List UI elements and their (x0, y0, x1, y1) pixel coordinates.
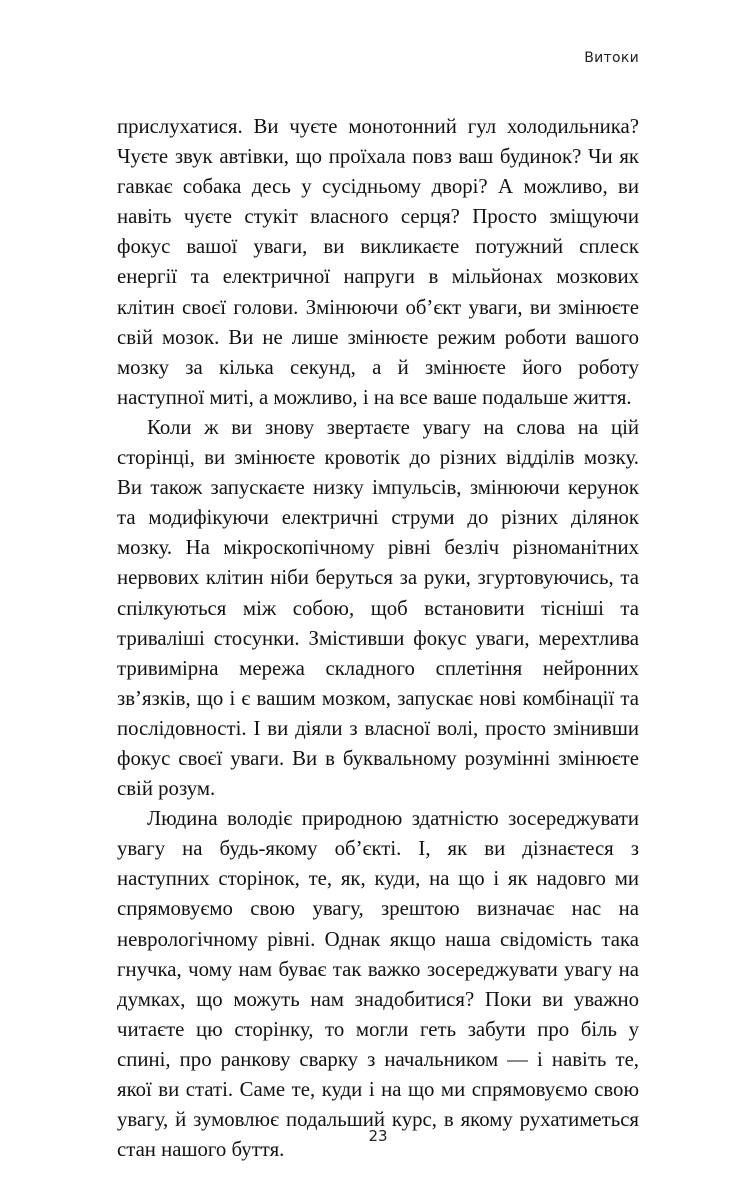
page-number: 23 (368, 1127, 388, 1145)
running-head: Витоки (584, 50, 639, 66)
paragraph-2: Коли ж ви знову звертаєте увагу на слова на цій сторінці, ви змінюєте кровотік до різних відділів мозку. Ви також запускаєте низку імпульсів, змінюючи керунок та модифікуючи електричні струми до різних ділянок мозку. На мікроскопічному рівні безліч різноманітних нервових клітин ніби беруться за руки, згуртовуючись, та спілкуються між собою, щоб встановити тісніші та триваліші стосунки. Змістивши фокус уваги, мерехтлива тривимірна мережа складного сплетіння нейронних зв’язків, що і є вашим мозком, запускає нові комбінації та послідовності. І ви діяли з власної волі, просто змінивши фокус своєї уваги. Ви в буквальному розумінні змінюєте свій розум. (117, 415, 639, 801)
body-text (117, 112, 639, 1165)
paragraph-3: Людина володіє природною здатністю зосереджувати увагу на будь-якому об’єкті. І, як ви дізнаєтеся з наступних сторінок, те, як, куди, на що і як надовго ми спрямовуємо свою увагу, зрештою визначає нас на неврологічному рівні. Однак якщо наша свідомість така гнучка, чому нам буває так важко зосереджувати увагу на думках, що можуть нам знадобитися? Поки ви уважно читаєте цю сторінку, то могли геть забути про біль у спині, про ранкову сварку з начальником — і навіть те, якої ви статі. Саме те, куди і на що ми спрямовуємо свою увагу, й зумовлює подальший курс, в якому рухатиметься стан нашого буття. (117, 807, 639, 1162)
paragraph-1: прислухатися. Ви чуєте монотонний гул холодильника? Чуєте звук автівки, що проїхала повз ваш будинок? Чи як гавкає собака десь у сусідньому дворі? А можливо, ви навіть чуєте стукіт власного серця? Просто зміщуючи фокус вашої уваги, ви викликаєте потужний сплеск енергії та електричної напруги в мільйонах мозкових клітин своєї голови. Змінюючи об’єкт уваги, ви змінюєте свій мозок. Ви не лише змінюєте режим роботи вашого мозку за кілька секунд, а й змінюєте його роботу наступної миті, а можливо, і на все ваше подальше життя. (117, 115, 639, 409)
